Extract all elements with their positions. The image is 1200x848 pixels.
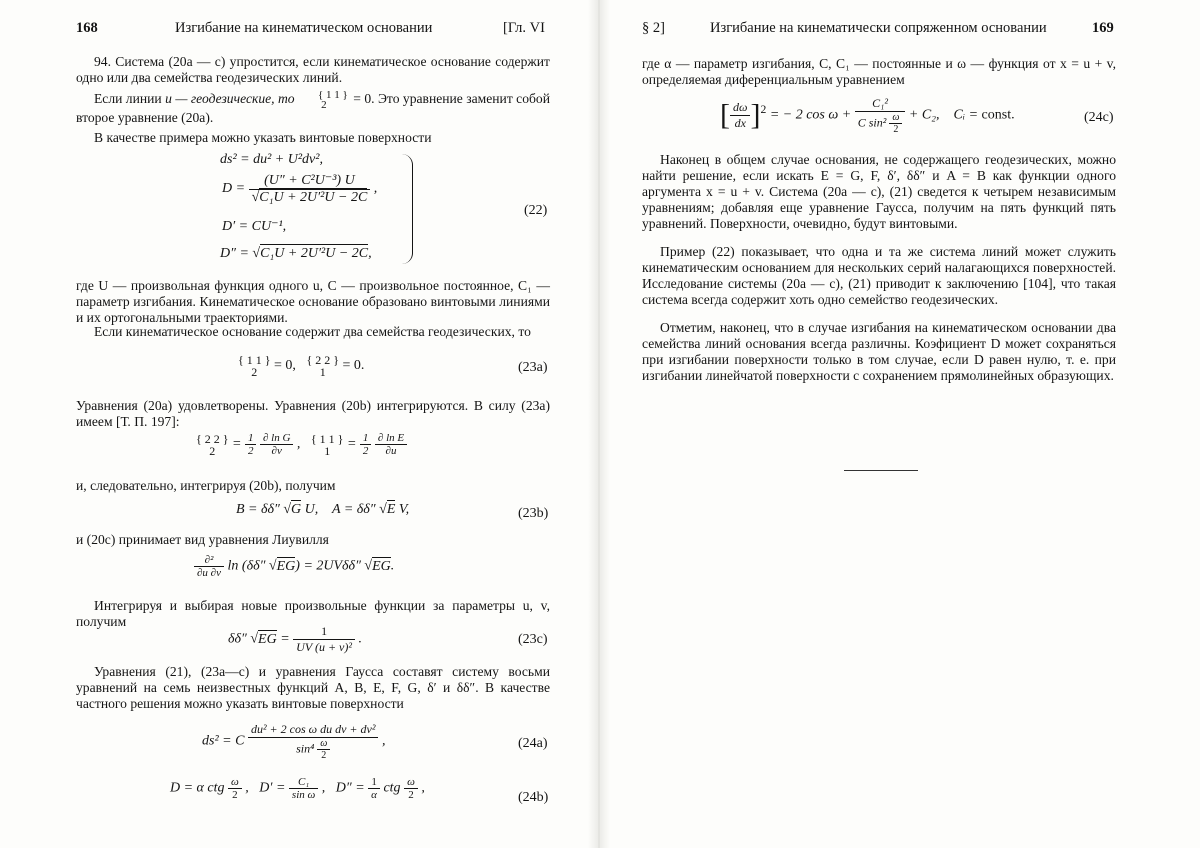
eq22-brace (402, 154, 413, 264)
paragraph-two-families: Если кинематическое основание содержит два семейства геодезических, то (94, 324, 531, 339)
eq23a-label: (23a) (518, 360, 548, 375)
eq23c-label: (23c) (518, 632, 548, 647)
eq22-line2: D = $\frac{\text{(U″ + C²U⁻³) U}}{\text{√C₁U + 2U′²U − 2C}}$ , (222, 173, 378, 205)
paragraph-94: 94. Система (20а — с) упростится, если кинематическое основание содержит одно или два семейства геодезических линий. (76, 54, 550, 85)
paragraph-gauss-system: Уравнения (21), (23а—с) и уравнения Гаусса составят систему восьми уравнений на семь неизвестных функций A, B, E, F, G, δ′ и δδ″. В качестве частного решения можно указать винтовые поверхности (76, 664, 550, 711)
right-running-head: Изгибание на кинематически сопряженном основании (710, 20, 1047, 36)
eq24b-label: (24b) (518, 790, 549, 805)
eq22-line1: ds² = du² + U²dv², (220, 152, 323, 167)
paragraph-example-22: Пример (22) показывает, что одна и та же система линий может служить кинематическим основанием для нескольких серий налагающихся поверхностей. Исследование системы (20а — с), (21) приводит к заключению [104], что такая система всегда содержит хоть одно семейство геодезических. (642, 244, 1116, 307)
eq22-line4: D″ = √C₁U + 2U′²U − 2C, (220, 246, 372, 261)
eq24c-label: (24c) (1084, 110, 1114, 125)
eq22-line3: D′ = CU⁻¹, (222, 219, 287, 234)
paragraph-where-alpha: где α — параметр изгибания, C, C₁ — постоянные и ω — функция от x = u + v, определяемая диференциальным уравнением (642, 56, 1116, 87)
paragraph-equations-20a: Уравнения (20а) удовлетворены. Уравнения (20b) интегрируются. В силу (23а) имеем [Т. П. 197]: (76, 398, 550, 429)
eq24a: ds² = C du² + 2 cos ω du dv + dv² sin⁴ $\frac{\omega}{2}$ , (202, 722, 386, 761)
paragraph-where-u: где U — произвольная функция одного u, C — произвольное постоянное, C₁ — параметр изгибания. Кинематическое основание образовано винтовыми линиями и их ортогональными траекториями. (76, 278, 550, 325)
paragraph-general-case: Наконец в общем случае основания, не содержащего геодезических, можно найти решение, если искать E = G, F, δ′, δδ″ и A = B как функции одного аргумента x = u + v. Система (20а — с), (21) сведется к четырем независимым уравнениям; добавляя еще уравнение Гаусса, получим на пять функций пять уравнений. Поверхности, очевидно, будут винтовыми. (642, 152, 1116, 231)
paragraph-geodesic: Если линии u — геодезические, то { 1 1 } 2 = 0. Это уравнение заменит собой второе уравнение (20а). (76, 89, 551, 125)
eq24a-label: (24a) (518, 736, 548, 751)
left-page-number: 168 (76, 20, 98, 36)
paragraph-integrating: Интегрируя и выбирая новые произвольные функции за параметры u, v, получим (76, 598, 550, 629)
eq23b: B = δδ″ √G U, A = δδ″ √E V, (236, 502, 410, 517)
eq23c: δδ″ √EG = $\frac{1}{\text{UV (u + v)²}}$ . (228, 624, 362, 654)
right-section-ref: § 2] (642, 20, 665, 36)
right-page-number: 169 (1092, 20, 1114, 36)
paragraph-example: В качестве примера можно указать винтовые поверхности (94, 130, 432, 145)
right-page (600, 0, 1200, 848)
eq-liouville: $\frac{\text{∂²}}{\partial u \partial v}$ ln (δδ″ √EG) = 2UVδδ″ √EG. (194, 554, 394, 579)
eq23a: { 1 1 } 2 = 0, { 2 2 } 1 = 0. (238, 353, 365, 379)
paragraph-integrating-20b: и, следовательно, интегрируя (20b), получим (76, 478, 336, 493)
end-rule (844, 470, 918, 471)
eq23b-label: (23b) (518, 506, 549, 521)
left-running-head: Изгибание на кинематическом основании (175, 20, 433, 36)
eq24c: [ $\frac{d\omega}{dx}$ ]$^2$ = − 2 cos ω + C₁² C sin² $\frac{\omega}{2}$ + C₂, Cᵢ = const. (720, 96, 1015, 135)
eq-christoffel: { 2 2 } 2 = $\frac{1}{2}$ $\frac{\text{∂ ln G}}{\partial v}$ , { 1 1 } 1 = $\frac{1}{2}$ $\frac{\text{∂ ln E}}{\partial u}$ (196, 432, 407, 457)
left-chapter-ref: [Гл. VI (503, 20, 545, 36)
eq24b: D = α ctg $\frac{\omega}{2}$ , D′ = $\frac{\text{C₁}}{\text{sin ω}}$ , D″ = $\frac{1}{\alpha}$ ctg $\frac{\omega}{2}$ , (170, 776, 425, 801)
paragraph-note: Отметим, наконец, что в случае изгибания на кинематическом основании два семейства линий основания всегда различны. Коэфициент D может сохраняться при изгибании поверхности только в том случае, если D равен нулю, т. е. при изгибании линейчатой поверхности с сохранением прямолинейных образующих. (642, 320, 1116, 383)
paragraph-liouville: и (20с) принимает вид уравнения Лиувилля (76, 532, 329, 547)
eq22-label: (22) (524, 203, 548, 218)
